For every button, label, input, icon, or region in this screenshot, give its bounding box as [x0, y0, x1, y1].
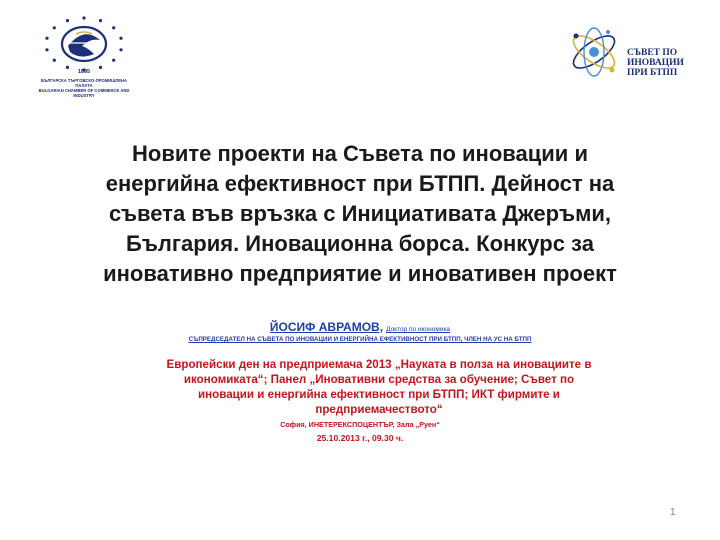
atom-orbit-icon — [566, 20, 636, 90]
wreath-star — [45, 48, 48, 51]
wreath-star — [66, 19, 69, 22]
wreath-star — [99, 66, 102, 69]
innovation-council-logo — [566, 20, 696, 90]
author-degree: Доктор по икономика — [386, 326, 451, 333]
event-description — [112, 357, 646, 417]
event-location: София, ИНЕТЕРЕКСПОЦЕНТЪР, Зала „Руен“ — [280, 420, 440, 429]
event-line: иновации и енергийна ефективност при БТПП; ИКТ фирмите и — [198, 388, 560, 401]
wreath-star — [99, 19, 102, 22]
logo-caption-en: BULGARIAN CHAMBER OF COMMERCE AND INDUSTRY — [38, 88, 130, 98]
wreath-star — [112, 59, 115, 62]
title-line: енергийна ефективност при БТПП. Дейност на — [105, 171, 615, 196]
btpp-logo — [34, 16, 134, 96]
wreath-star — [53, 59, 56, 62]
event-line: Европейски ден на предприемача 2013 „Науката в полза на иновациите в — [166, 358, 592, 371]
logo-year: 1895 — [77, 69, 91, 75]
wreath-star — [119, 37, 122, 40]
author-line — [0, 321, 720, 336]
title-line: България. Иновационна борса. Конкурс за — [126, 231, 594, 256]
slide-title — [50, 139, 670, 289]
logo-line-3: ПРИ БТПП — [627, 68, 678, 78]
author-name: ЙОСИФ АВРАМОВ, — [269, 320, 384, 334]
wreath-star — [119, 48, 122, 51]
page-number: 1 — [670, 507, 676, 518]
title-line: иновативно предприятие и иновативен проект — [103, 261, 617, 286]
innovation-council-name — [627, 48, 684, 78]
event-line: предприемачеството“ — [315, 403, 443, 416]
event-datetime: 25.10.2013 г., 09.30 ч. — [316, 433, 404, 443]
event-line: икономиката“; Панел „Иновативни средства за обучение; Съвет по — [183, 373, 575, 386]
author-position: СЪПРЕДСЕДАТЕЛ НА СЪВЕТА ПО ИНОВАЦИИ И ЕНЕРГИЙНА ЕФЕКТИВНОСТ ПРИ БТПП, ЧЛЕН НА УС НА БТПП — [188, 336, 532, 343]
wreath-star — [66, 66, 69, 69]
logo-line-2: ИНОВАЦИИ — [627, 58, 684, 68]
btpp-logo-caption — [34, 78, 134, 98]
wreath-star — [112, 26, 115, 29]
btpp-star-wreath-icon — [34, 16, 134, 78]
logo-line-1: СЪВЕТ ПО — [627, 48, 678, 58]
wreath-star — [82, 16, 85, 19]
title-line: Новите проекти на Съвета по иновации и — [132, 141, 588, 166]
wreath-star — [45, 37, 48, 40]
wreath-star — [53, 26, 56, 29]
title-line: съвета във връзка с Инициативата Джеръми, — [109, 201, 611, 226]
logo-caption-bg: БЪЛГАРСКА ТЪРГОВСКО-ПРОМИШЛЕНА ПАЛАТА — [40, 78, 128, 88]
